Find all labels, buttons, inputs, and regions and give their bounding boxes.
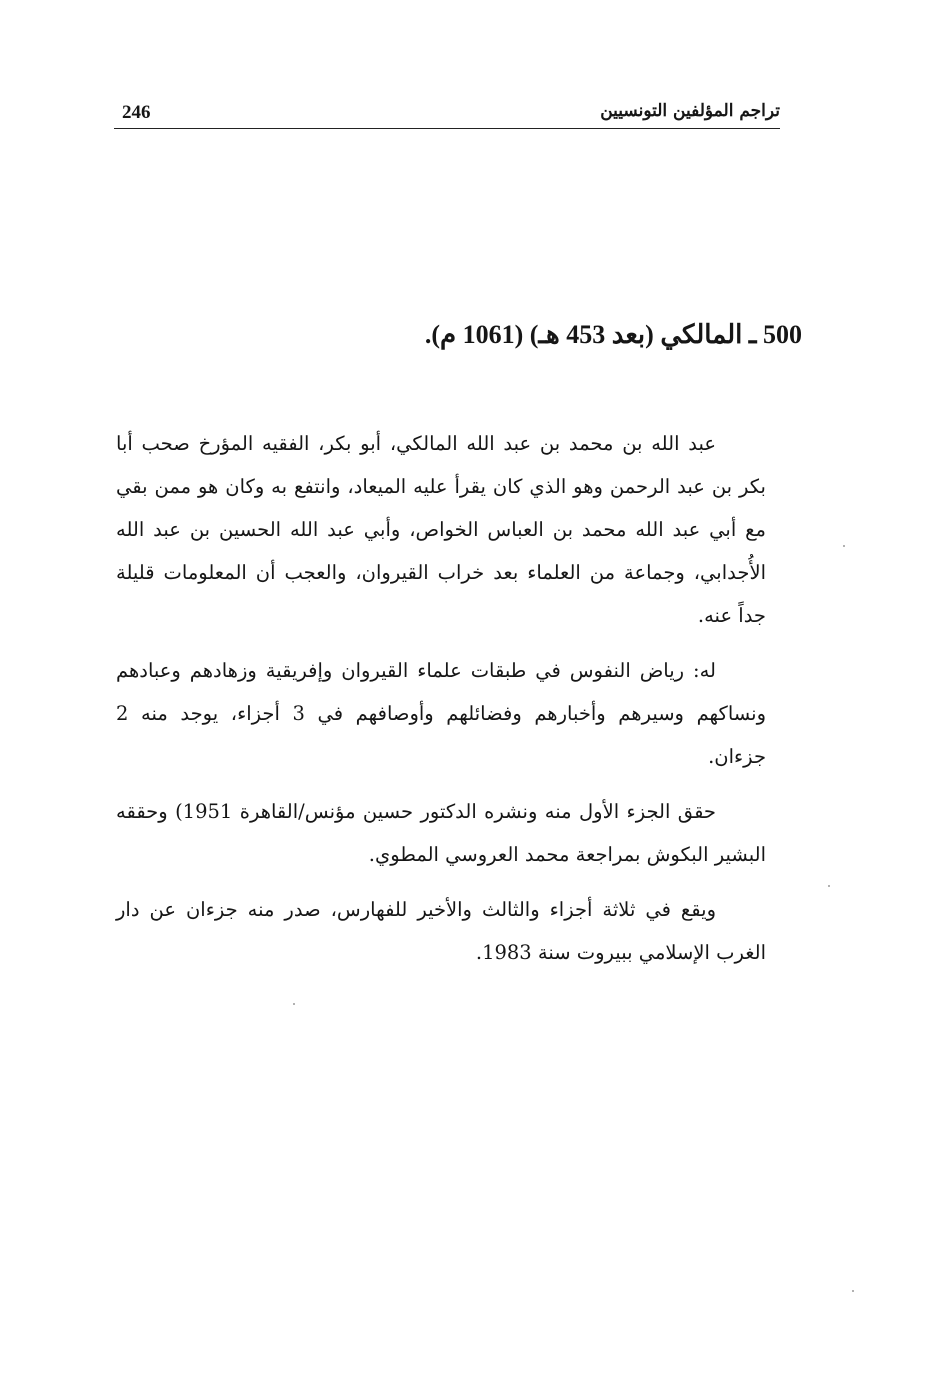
page-number: 246 bbox=[122, 102, 151, 123]
entry-heading: 500 ـ المالكي (بعد 453 هـ) (1061 م). bbox=[424, 320, 802, 349]
running-header bbox=[114, 96, 780, 129]
scan-speck bbox=[852, 1290, 854, 1292]
scan-speck bbox=[828, 885, 830, 887]
entry-paragraph-works: له: رياض النفوس في طبقات علماء القيروان وإفريقية وزهادهم وعبادهم ونساكهم وسيرهم وأخبارهم وفضائلهم وأوصافهم في 3 أجزاء، يوجد منه 2 جزءان. bbox=[116, 659, 766, 768]
entry-paragraph-publication: ويقع في ثلاثة أجزاء والثالث والأخير للفهارس، صدر منه جزءان عن دار الغرب الإسلامي ببيروت سنة 1983. bbox=[116, 898, 766, 964]
entry-paragraph-bio: عبد الله بن محمد بن عبد الله المالكي، أبو بكر، الفقيه المؤرخ صحب أبا بكر بن عبد الرحمن وهو الذي كان يقرأ عليه الميعاد، وانتفع به وكان هو ممن بقي مع أبي عبد الله محمد بن العباس الخواص، وأبي عبد الله الحسين بن عبد الله الأُجدابي، وجماعة من العلماء بعد خراب القيروان، والعجب أن المعلومات قليلة جداً عنه. bbox=[116, 432, 766, 627]
running-title: تراجم المؤلفين التونسيين bbox=[600, 101, 780, 121]
entry-body bbox=[116, 422, 766, 986]
scan-speck bbox=[293, 1003, 295, 1005]
entry-paragraph-editions: حقق الجزء الأول منه ونشره الدكتور حسين مؤنس/القاهرة 1951) وحققه البشير البكوش بمراجعة محمد العروسي المطوي. bbox=[116, 800, 766, 866]
scan-speck bbox=[843, 545, 845, 547]
